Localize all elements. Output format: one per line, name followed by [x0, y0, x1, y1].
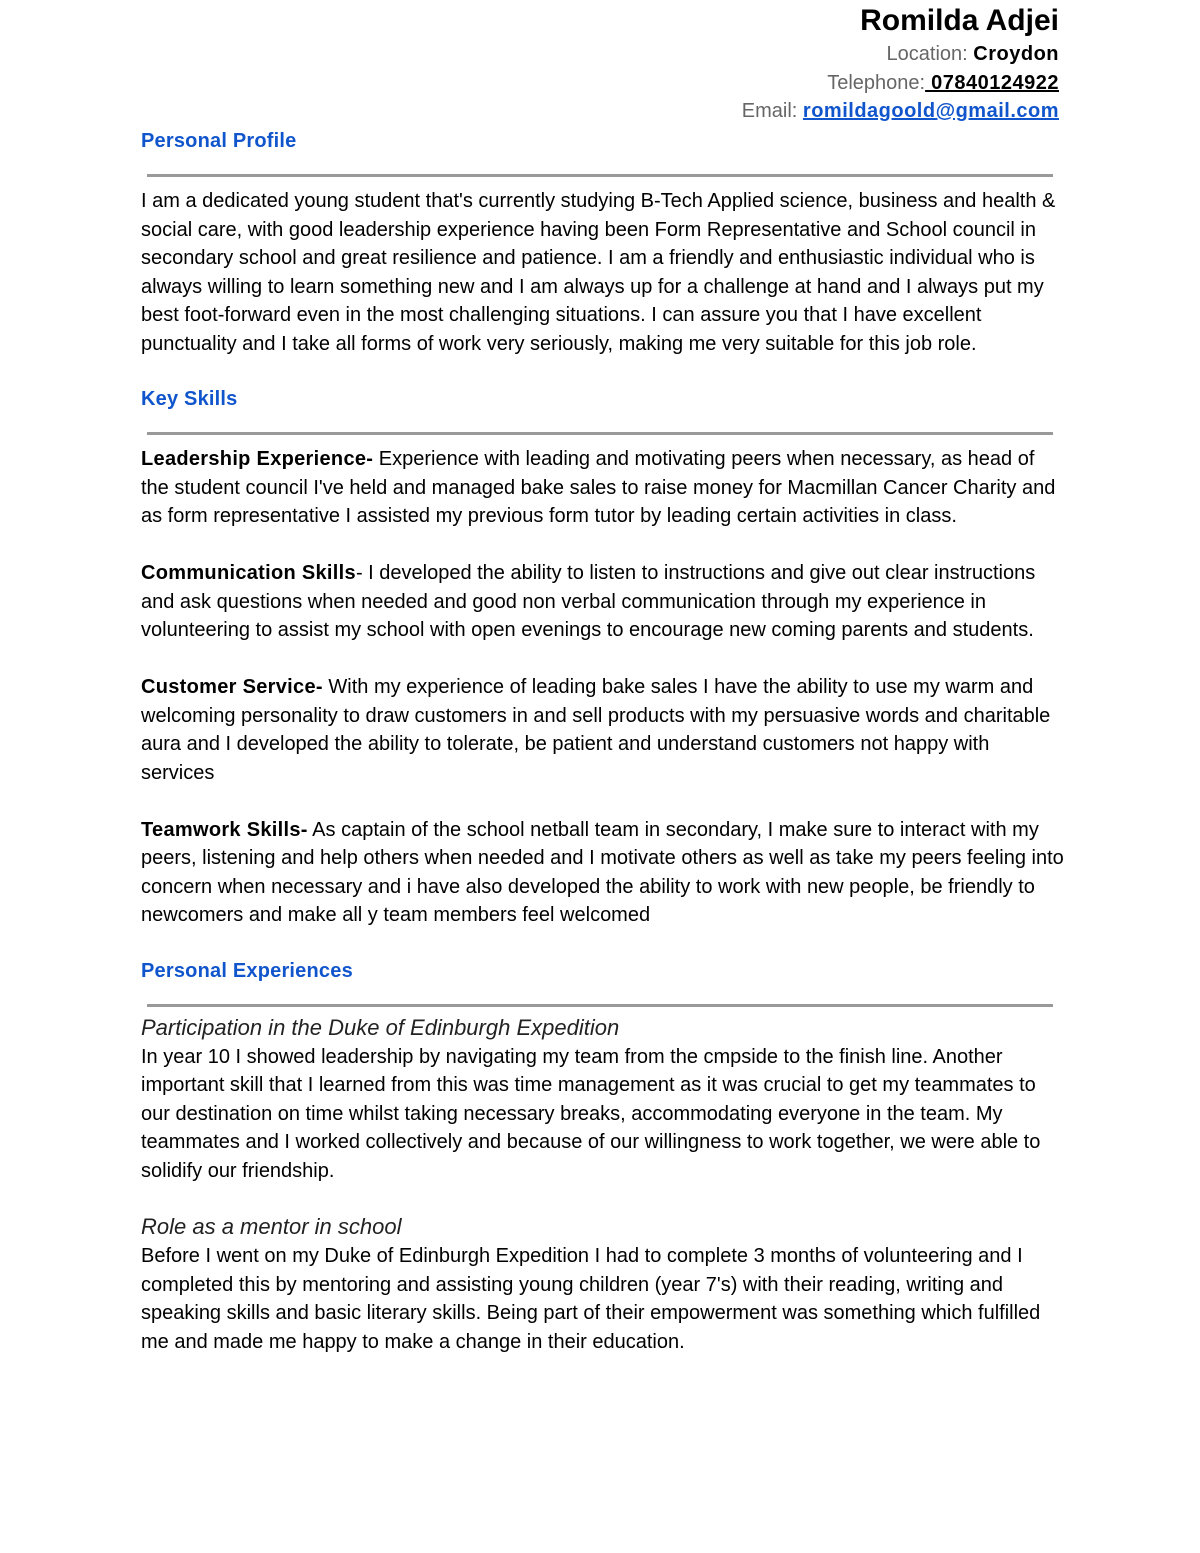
- personal-profile-text: I am a dedicated young student that's currently studying B-Tech Applied science, business and health & social care, with good leadership experience having been Form Representative and School council in secondary school and great resilience and patience. I am a friendly and enthusiastic individual who is always willing to learn something new and I am always up for a challenge at hand and I always put my best foot-forward even in the most challenging situations. I can assure you that I have excellent punctuality and I take all forms of work very seriously, making me very suitable for this job role.: [141, 190, 1056, 355]
- section-divider: [147, 1004, 1053, 1007]
- location-value: Croydon: [973, 43, 1059, 65]
- contact-header: [742, 2, 1059, 126]
- skill-title: Leadership Experience-: [141, 448, 374, 470]
- personal-experiences-heading: Personal Experiences: [141, 959, 353, 982]
- resume-body: [141, 126, 1066, 1356]
- skill-item-leadership: [141, 445, 1066, 531]
- skill-title: Customer Service-: [141, 676, 323, 698]
- email-line: [742, 97, 1059, 126]
- skill-description: As captain of the school netball team in secondary, I make sure to interact with my peers, listening and help others when needed and I motivate others as well as take my peers feeling into concern when necessary and i have also developed the ability to work with new people, be friendly to newcomers and make all y team members feel welcomed: [141, 818, 1064, 926]
- skill-item-customer-service: [141, 673, 1066, 787]
- location-label: Location:: [886, 43, 974, 65]
- skill-item-communication: [141, 559, 1066, 645]
- skill-title: Communication Skills: [141, 562, 356, 584]
- personal-experiences-section: [141, 956, 1066, 1357]
- experience-description: In year 10 I showed leadership by navigating my team from the cmpside to the finish line. Another important skill that I learned from this was time management as it was crucial to get my teammates to our destination on time whilst taking necessary breaks, accommodating everyone in the team. My teammates and I worked collectively and because of our willingness to work together, we were able to solidify our friendship.: [141, 1045, 1041, 1182]
- experience-title: Participation in the Duke of Edinburgh Expedition: [141, 1014, 620, 1040]
- skill-title: Teamwork Skills-: [141, 818, 308, 841]
- telephone-line: [742, 69, 1059, 98]
- email-label: Email:: [741, 100, 803, 122]
- key-skills-section: [141, 384, 1066, 930]
- telephone-label: Telephone:: [827, 71, 926, 94]
- key-skills-heading: Key Skills: [141, 388, 238, 410]
- email-link[interactable]: romildagoold@gmail.com: [802, 100, 1059, 122]
- section-divider: [147, 432, 1053, 435]
- personal-profile-section: [141, 126, 1066, 358]
- candidate-name: Romilda Adjei: [860, 4, 1059, 37]
- skill-description: With my experience of leading bake sales I have the ability to use my warm and welcoming personality to draw customers in and sell products with my persuasive words and charitable aura and I developed the ability to tolerate, be patient and understand customers not happy with services: [141, 676, 1051, 784]
- experience-title: Role as a mentor in school: [141, 1214, 402, 1239]
- skill-description: Experience with leading and motivating peers when necessary, as head of the student council I've held and managed bake sales to raise money for Macmillan Cancer Charity and as form representative I assisted my previous form tutor by leading certain activities in class.: [141, 448, 1056, 527]
- experience-item-duke-of-edinburgh: [141, 1013, 1066, 1186]
- skill-item-teamwork: [141, 816, 1066, 930]
- telephone-value: 07840124922: [925, 71, 1059, 94]
- location-line: [742, 40, 1059, 69]
- section-divider: [147, 174, 1053, 177]
- personal-profile-heading: Personal Profile: [141, 130, 297, 152]
- skill-description: - I developed the ability to listen to instructions and give out clear instructions and ask questions when needed and good non verbal communication through my experience in volunteering to assist my school with open evenings to encourage new coming parents and students.: [141, 562, 1036, 641]
- experience-description: Before I went on my Duke of Edinburgh Expedition I had to complete 3 months of volunteering and I completed this by mentoring and assisting young children (year 7's) with their reading, writing and speaking skills and basic literary skills. Being part of their empowerment was something which fulfilled me and made me happy to make a change in their education.: [141, 1245, 1041, 1353]
- experience-item-mentor: [141, 1212, 1066, 1356]
